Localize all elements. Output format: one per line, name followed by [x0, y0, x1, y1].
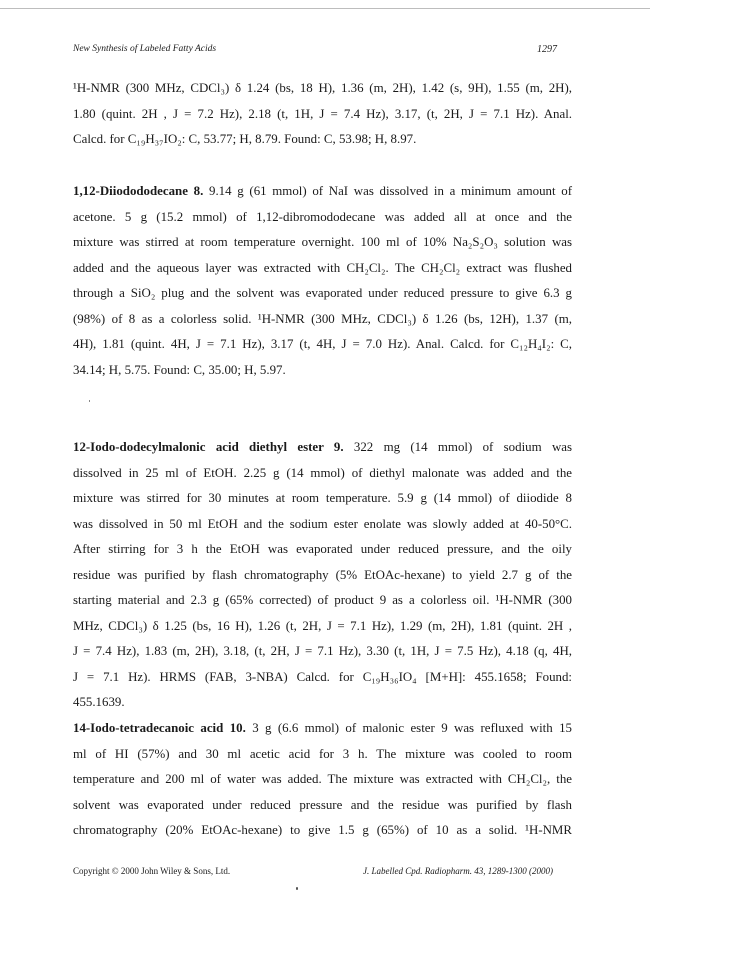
text-line: J = 7.4 Hz), 1.83 (m, 2H), 3.18, (t, 2H, J = 7.1 Hz), 3.30 (t, 1H, J = 7.5 Hz), 4.18 (q, 4H,: [73, 644, 572, 658]
text-line: (98%) of 8 as a colorless solid. ¹H-NMR (300 MHz, CDCl₃) δ 1.26 (bs, 12H), 1.37 (m,: [73, 311, 572, 326]
text-line: chromatography (20% EtOAc-hexane) to give 1.5 g (65%) of 10 as a solid. ¹H-NMR: [73, 823, 572, 837]
running-title: New Synthesis of Labeled Fatty Acids: [73, 44, 217, 54]
text-line: through a SiO₂ plug and the solvent was evaporated under reduced pressure to give 6.3 g: [73, 286, 572, 300]
text-line: temperature and 200 ml of water was added. The mixture was extracted with CH₂Cl₂, the: [73, 772, 572, 786]
paragraph-compound-9: [73, 435, 572, 716]
text-line: starting material and 2.3 g (65% corrected) of product 9 as a colorless oil. ¹H-NMR (300: [73, 593, 572, 607]
paragraph-nmr-continuation: [73, 76, 572, 153]
text-line: mixture was stirred for 30 minutes at room temperature. 5.9 g (14 mmol) of diiodide 8: [73, 491, 572, 505]
text-line: After stirring for 3 h the EtOH was evaporated under reduced pressure, and the oily: [73, 542, 572, 556]
page-number: 1297: [537, 44, 557, 55]
text-line: mixture was stirred at room temperature overnight. 100 ml of 10% Na₂S₂O₃ solution was: [73, 235, 572, 249]
journal-citation: J. Labelled Cpd. Radiopharm. 43, 1289-1300 (2000): [363, 866, 553, 876]
text-line: dissolved in 25 ml of EtOH. 2.25 g (14 mmol) of diethyl malonate was added and the: [73, 465, 572, 480]
scan-speck: [296, 887, 298, 890]
text-line: acetone. 5 g (15.2 mmol) of 1,12-dibromododecane was added all at once and the: [73, 209, 572, 224]
compound-heading: 1,12-Diiodododecane 8.: [73, 184, 204, 198]
text-line: was dissolved in 50 ml EtOH and the sodium ester enolate was slowly added at 40-50°C.: [73, 516, 572, 531]
text-line: residue was purified by flash chromatography (5% EtOAc-hexane) to yield 2.7 g of the: [73, 567, 572, 582]
text-line: [73, 716, 572, 742]
text-line: Calcd. for C₁₉H₃₇IO₂: C, 53.77; H, 8.79. Found: C, 53.98; H, 8.97.: [73, 132, 417, 146]
copyright-notice: Copyright © 2000 John Wiley & Sons, Ltd.: [73, 866, 231, 876]
text-line: [73, 435, 572, 461]
paragraph-compound-10: [73, 716, 572, 844]
text-line: solvent was evaporated under reduced pressure and the residue was purified by flash: [73, 797, 572, 812]
text-span: 9.14 g (61 mmol) of NaI was dissolved in a minimum amount of: [203, 184, 572, 198]
text-line: J = 7.1 Hz). HRMS (FAB, 3-NBA) Calcd. for C₁₉H₃₆IO₄ [M+H]: 455.1658; Found:: [73, 669, 572, 684]
text-line: 1.80 (quint. 2H , J = 7.2 Hz), 2.18 (t, 1H, J = 7.4 Hz), 3.17, (t, 2H, J = 7.1 Hz). Anal.: [73, 106, 572, 121]
text-line: ¹H-NMR (300 MHz, CDCl₃) δ 1.24 (bs, 18 H), 1.36 (m, 2H), 1.42 (s, 9H), 1.55 (m, 2H),: [73, 81, 572, 95]
text-line: added and the aqueous layer was extracted with CH₂Cl₂. The CH₂Cl₂ extract was flushed: [73, 260, 572, 275]
text-line: 4H), 1.81 (quint. 4H, J = 7.1 Hz), 3.17 (t, 4H, J = 7.0 Hz). Anal. Calcd. for C₁₂H₄I₂: C,: [73, 337, 572, 351]
text-span: 3 g (6.6 mmol) of malonic ester 9 was refluxed with 15: [245, 721, 572, 735]
compound-heading: 12-Iodo-dodecylmalonic acid diethyl ester 9.: [73, 440, 344, 454]
text-line: ml of HI (57%) and 30 ml acetic acid for 3 h. The mixture was cooled to room: [73, 746, 572, 761]
text-line: MHz, CDCl₃) δ 1.25 (bs, 16 H), 1.26 (t, 2H, J = 7.1 Hz), 1.29 (m, 2H), 1.81 (quint. 2H ,: [73, 618, 572, 633]
text-span: 322 mg (14 mmol) of sodium was: [343, 440, 572, 454]
text-line: 455.1639.: [73, 695, 125, 709]
compound-heading: 14-Iodo-tetradecanoic acid 10.: [73, 721, 246, 735]
text-line: [73, 179, 572, 205]
top-rule: [0, 8, 650, 9]
paragraph-compound-8: [73, 179, 572, 383]
scan-speck: [89, 400, 90, 402]
text-line: 34.14; H, 5.75. Found: C, 35.00; H, 5.97.: [73, 362, 286, 377]
